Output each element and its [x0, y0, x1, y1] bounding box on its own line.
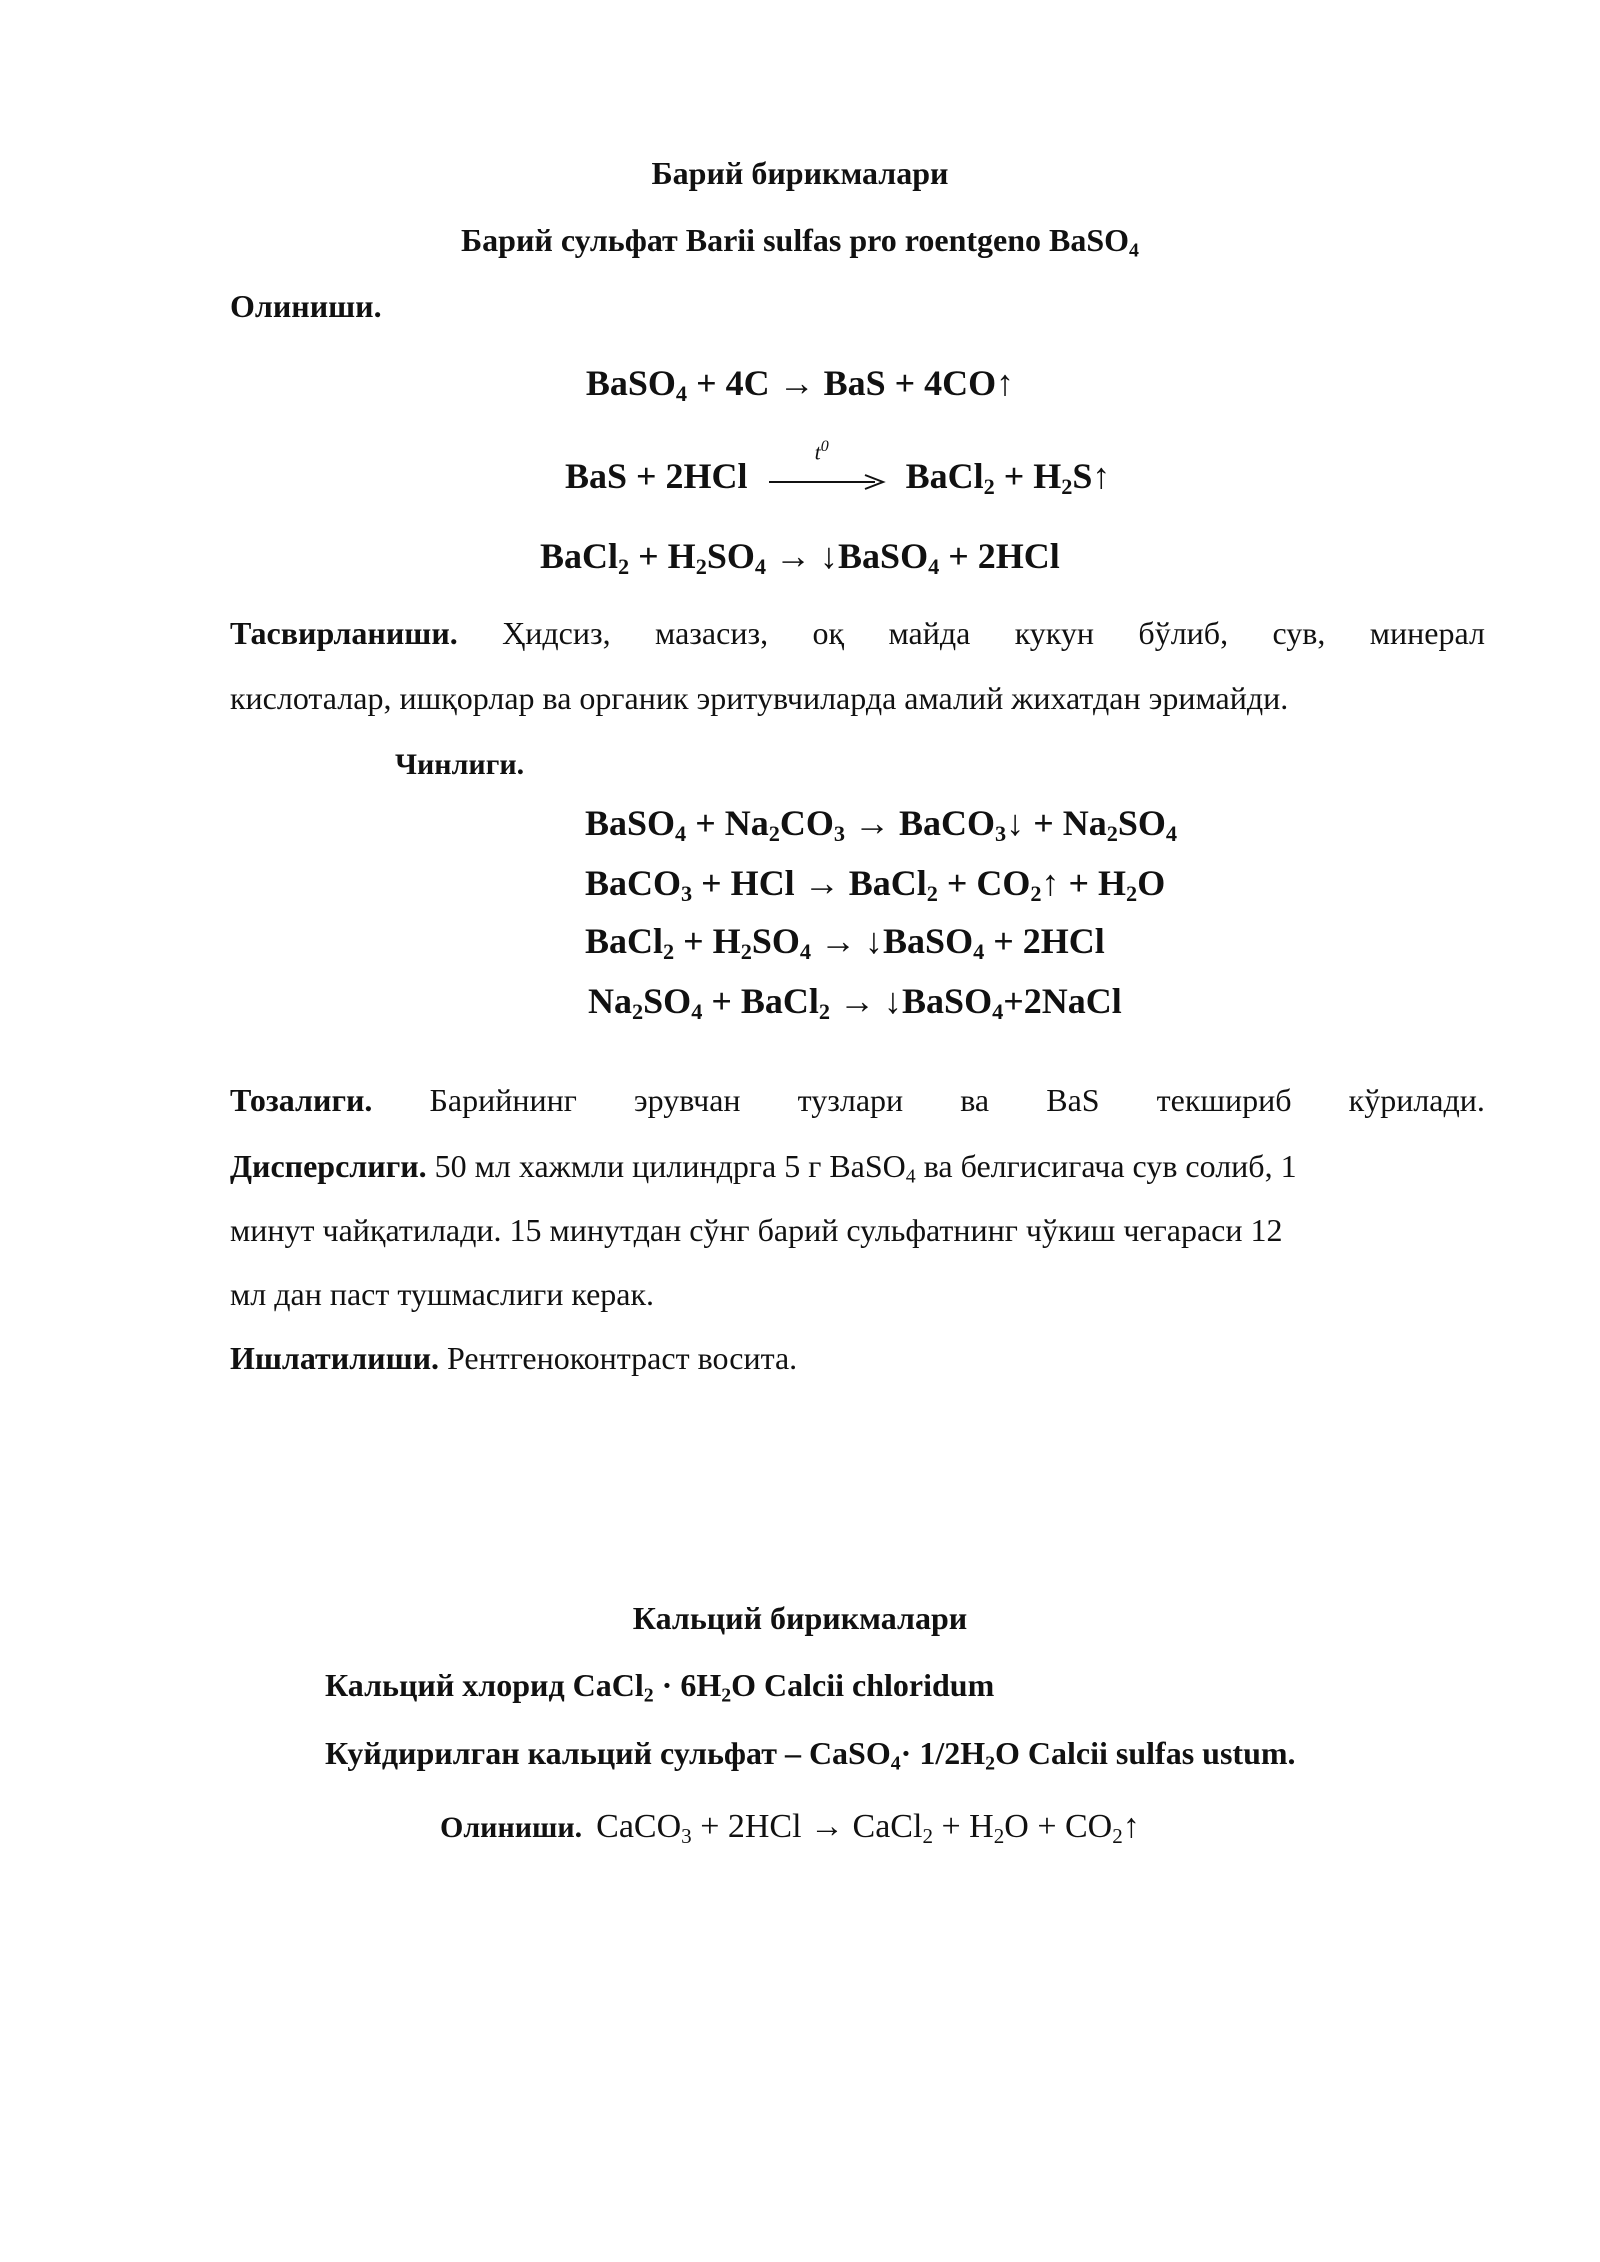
eq-part: SO	[643, 981, 692, 1021]
eq-part: BaCO	[585, 863, 682, 903]
chinligi-equation-1	[585, 802, 1178, 847]
eq-sub: 2	[818, 999, 831, 1025]
text-part: Кальций хлорид CaCl	[325, 1667, 644, 1703]
calcium-chloride-line	[325, 1667, 995, 1707]
calcium-sulfate-line	[325, 1735, 1296, 1775]
word: ва	[960, 1082, 990, 1118]
ishlatilishi-text: Рентгеноконтраст восита.	[439, 1340, 798, 1376]
eq-part: + H	[994, 456, 1062, 496]
tasvir-line-1	[230, 615, 1485, 652]
chinligi-equation-2	[585, 862, 1166, 907]
eq-part: + H	[932, 1808, 994, 1845]
chinligi-equation-4	[588, 980, 1122, 1025]
text-sub: 4	[890, 1752, 901, 1775]
word: бўлиб,	[1138, 615, 1229, 651]
text-sub: 2	[721, 1684, 732, 1707]
eq-part: SO	[751, 921, 800, 961]
word: сув,	[1272, 615, 1326, 651]
eq-part: CaCO	[596, 1808, 682, 1845]
eq-part: O	[1137, 863, 1166, 903]
eq-sub: 2	[1112, 1823, 1123, 1848]
chinligi-label: Чинлиги.	[395, 748, 525, 781]
eq-part: S↑	[1072, 456, 1111, 496]
eq-part: + 2HCl	[984, 921, 1105, 961]
eq-part: BaCl	[905, 456, 984, 496]
eq-part: → BaCO	[845, 803, 996, 843]
dispersligi-line-1	[230, 1148, 1297, 1188]
ishlatilishi-line	[230, 1340, 797, 1377]
eq-part: +2NaCl	[1003, 981, 1122, 1021]
eq-sub: 2	[740, 939, 752, 965]
text-part: ва белгисигача сув солиб, 1	[915, 1148, 1297, 1184]
olinishi-equation-1	[0, 362, 1600, 407]
text-part: Куйдирилган кальций сульфат – CaSO	[325, 1735, 891, 1771]
olinishi-equation-2	[565, 437, 1111, 500]
eq-part: → ↓BaSO	[766, 536, 929, 576]
eq-part: Na	[588, 981, 632, 1021]
eq-sub: 4	[992, 999, 1004, 1025]
text-sub: 2	[643, 1684, 654, 1707]
eq-part: BaCl	[585, 921, 664, 961]
eq-part: → ↓BaSO	[811, 921, 974, 961]
eq-sub: 2	[926, 881, 938, 907]
eq-sub: 2	[768, 821, 780, 847]
tasvir-label: Тасвирланиши.	[230, 615, 458, 651]
word: эрувчан	[633, 1082, 741, 1118]
heat-arrow	[767, 437, 887, 500]
eq-part: + H	[629, 536, 696, 576]
eq-sub: 4	[691, 999, 703, 1025]
eq-part: CO	[779, 803, 834, 843]
eq-sub: 3	[681, 1823, 692, 1848]
eq-sub: 2	[1061, 474, 1073, 500]
eq-sub: 2	[632, 999, 644, 1025]
chinligi-equation-3	[585, 920, 1105, 965]
eq-sub: 2	[695, 554, 707, 580]
barium-sulfate-title-text: Барий сульфат Barii sulfas pro roentgeno BaSO	[461, 222, 1130, 258]
dispersligi-line-3: мл дан паст тушмаслиги керак.	[230, 1276, 655, 1312]
text-part: · 1/2H	[900, 1735, 986, 1771]
barium-sulfate-title	[0, 222, 1600, 262]
word: текшириб	[1156, 1082, 1292, 1118]
calcium-olinishi-line	[440, 1808, 1140, 1846]
word: Барийнинг	[429, 1082, 577, 1118]
eq-sub: 3	[681, 881, 693, 907]
text-part: 50 мл хажмли цилиндрга 5 г BaSO	[434, 1148, 906, 1184]
word: мазасиз,	[655, 615, 769, 651]
word: тузлари	[797, 1082, 904, 1118]
ishlatilishi-label: Ишлатилиши.	[230, 1340, 440, 1376]
eq-sub: 2	[1030, 881, 1042, 907]
olinishi-equation-3	[540, 535, 1060, 580]
eq-sub: 4	[675, 821, 687, 847]
eq-part: + BaCl	[702, 981, 819, 1021]
eq-part: + Na	[686, 803, 769, 843]
eq-part: BaS + 2HCl	[565, 456, 748, 496]
eq-part: + H	[674, 921, 741, 961]
eq-part: SO	[706, 536, 755, 576]
calcium-equation	[596, 1808, 1140, 1848]
eq-sub: 2	[663, 939, 675, 965]
eq-part: BaSO	[585, 363, 676, 403]
eq-sub: 4	[1165, 821, 1178, 847]
word: кўрилади.	[1348, 1082, 1485, 1118]
eq-part: ↑ + H	[1041, 863, 1127, 903]
word: BaS	[1046, 1082, 1100, 1118]
eq-sub: 2	[983, 474, 995, 500]
word: минерал	[1369, 615, 1485, 651]
eq-part: + 2HCl → CaCl	[691, 1808, 923, 1845]
calcium-olinishi-label: Олиниши.	[440, 1811, 583, 1844]
eq-sub: 3	[995, 821, 1007, 847]
word: майда	[888, 615, 971, 651]
text-part: O Calcii sulfas ustum.	[995, 1735, 1296, 1771]
eq-part: O + CO	[1004, 1808, 1113, 1845]
eq-part: + HCl → BaCl	[692, 863, 927, 903]
dispersligi-label: Дисперслиги.	[230, 1148, 427, 1184]
eq-part: SO	[1117, 803, 1166, 843]
eq-part: + CO	[937, 863, 1031, 903]
eq-sub: 2	[618, 554, 630, 580]
tasvir-line-2: кислоталар, ишқорлар ва органик эритувчиларда амалий жихатдан эримайди.	[230, 680, 1289, 716]
olinishi-label: Олиниши.	[230, 288, 382, 324]
word: оқ	[812, 615, 845, 651]
calcium-heading: Кальций бирикмалари	[632, 1600, 968, 1636]
dispersligi-line-2: минут чайқатилади. 15 минутдан сўнг барий сульфатнинг чўкиш чегараси 12	[230, 1212, 1283, 1248]
barium-sulfate-title-sub: 4	[1129, 239, 1139, 262]
eq-part: ↓ + Na	[1006, 803, 1107, 843]
eq-sub: 2	[1126, 881, 1138, 907]
eq-sub: 4	[928, 554, 940, 580]
barium-heading: Барий бирикмалари	[651, 155, 949, 191]
eq-sub: 2	[1106, 821, 1118, 847]
arrow-label-sup: 0	[820, 437, 829, 455]
tozaligi-label: Тозалиги.	[230, 1082, 373, 1118]
eq-part: + 2HCl	[939, 536, 1060, 576]
text-sub: 4	[905, 1165, 916, 1188]
word: Ҳидсиз,	[502, 615, 611, 651]
tozaligi-line	[230, 1082, 1485, 1119]
eq-sub: 4	[799, 939, 812, 965]
long-arrow-icon	[767, 460, 887, 500]
word: кукун	[1014, 615, 1095, 651]
eq-sub: 4	[973, 939, 985, 965]
eq-sub: 2	[993, 1823, 1005, 1848]
text-part: · 6H	[653, 1667, 722, 1703]
eq-sub: 4	[675, 381, 688, 407]
eq-part: BaCl	[540, 536, 619, 576]
eq-sub: 4	[754, 554, 767, 580]
eq-sub: 3	[833, 821, 846, 847]
eq-part: ↑	[1122, 1808, 1140, 1845]
eq-part: BaSO	[585, 803, 676, 843]
text-sub: 2	[985, 1752, 996, 1775]
arrow-label-t: t	[814, 439, 821, 465]
eq-part: → ↓BaSO	[830, 981, 993, 1021]
text-part: O Calcii chloridum	[731, 1667, 995, 1703]
eq-part: + 4C → BaS + 4CO↑	[687, 363, 1015, 403]
eq-sub: 2	[922, 1823, 933, 1848]
